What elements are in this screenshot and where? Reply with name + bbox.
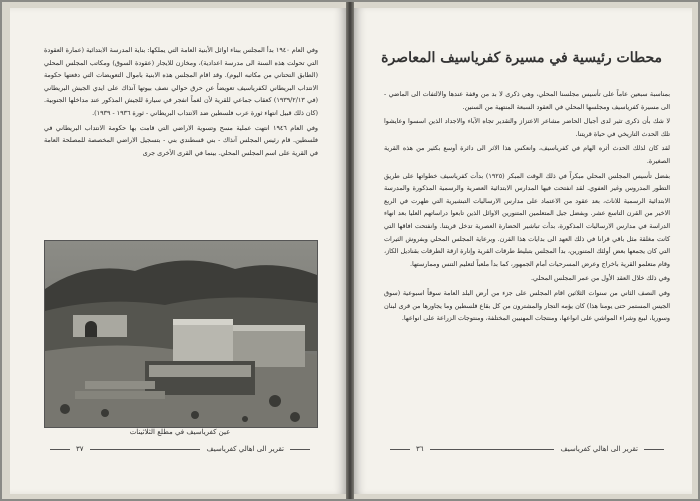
photo-caption: عين كفرياسيف في مطلع الثلاثينات <box>129 428 231 436</box>
book-gutter <box>346 2 354 499</box>
paragraph: وفي ذلك خلال العقد الأول من عمر المجلس المحلي. <box>531 274 670 283</box>
paragraph: وفي العام ١٩٤٠ بدأ المجلس ببناء اوائل الأبنية العامة التي يملكها: بناية المدرسة الابتدائية (عمارة العقودة التي تحولت هذه السنة الى مدرسة اعدادية)، ومخازن للايجار (عقودة السوق) ومكاتب المجلس المحلي (الطابق التحتاني من مكاتبه اليوم). وقد اقام المجلس هذه الابنية باموال التعويضات التي دفعتها حكومة الانتداب البريطاني لكفرياسيف تعويضاً عن حرق حوالي نصف بيوتها آنذاك على ايدي الجيش البريطاني (في ١٩٣٩/٢/١٣) كعقاب جماعي للقرية لأن لغماً انفجر في سيارة للجيش المذكور عند مداخلها الجنوبية. (كان ذلك قبيل انتهاء ثورة عرب فلسطين ضد الانتداب البريطاني - ثورة ١٩٣٦ - ١٩٣٩). <box>44 46 319 117</box>
paragraph: بمناسبة سبعين عاماً على تأسيس مجلسنا المحلي، وهي ذكرى لا بد من وقفة عندها والالتفات الى الماضي - الى مسيرة كفرياسيف ومجلسها المحلي في العقود السبعة المنتهية من السنين. <box>384 90 670 111</box>
paragraph: بفضل تأسيس المجلس المحلي مبكراً في ذلك الوقت المبكر (١٩٢٥) بدأت كفرياسيف خطواتها على طريق التطور المدروس وغير العفوي. لقد انفتحت فيها المدارس الابتدائية العصرية والرسمية المذكورة والمدرسة الابتدائية الرسمية للاناث، بعد عقود من الاعتماد على مدارس الارساليات التبشيرية التي ظهرت في الربع الاخير من القرن التاسع عشر. وبفضل جيل المتعلمين المتنورين الاوائل الذين تابعوا دراساتهم العليا بعد انهاء الدراسة في مدارس الارساليات المذكورة، بدأت تباشير الحضارة العصرية تدخل قريتنا. وانفتحت افاقها التي كانت مغلقة مثل باقي قرانا في ذلك العهد الى بدايات هذا القرن. وبرعاية المجلس المحلي وبفروش الثيرات التي كان يجمعها بعض أولئك المتنورين، بدأ المجلس بتبليط طرقات القرية وإنارة ازقة الطرقات بقناديل الكاز، وقام متعلمو القرية باخراج وعرض المسرحيات أمام الجمهور، كما بدأ ملعباً لتعليم التنس وممارستها. <box>384 171 670 268</box>
right-page-footer <box>384 444 670 454</box>
left-page-body <box>44 44 318 161</box>
paragraph: لا شك بأن ذكرى تثير لدى أجيال الحاضر مشاعر الاعتزاز والتقدير تجاه الآباء والاجداد الذين اسسوا وعايشوا تلك الحدث التاريخي في حياة قريتنا. <box>384 117 670 138</box>
footer-rule <box>290 449 310 450</box>
footer-rule <box>390 449 410 450</box>
historical-photo <box>44 240 318 428</box>
footer-rule <box>50 449 70 450</box>
footer-rule <box>430 449 555 450</box>
running-title: تقرير الى اهالي كفرياسيف <box>206 445 284 453</box>
right-page <box>354 8 692 494</box>
footer-rule <box>90 449 201 450</box>
page-number: ٣٧ <box>76 445 84 453</box>
book-spread <box>2 2 698 499</box>
left-page <box>10 8 346 494</box>
running-title: تقرير الى اهالي كفرياسيف <box>560 445 638 453</box>
spring-photo-image <box>45 241 317 427</box>
paragraph: وفي العام ١٩٤٦ انتهت عملية مسح وتسوية الاراضي التي قامت بها حكومة الانتداب البريطاني في فلسطين. قام رئيس المجلس آنذاك - بني قسطندي بني - بتسجيل الاراضي المخصصة للمصلحة العامة في القرية على اسم المجلس المحلي. بينما في القرى الأخرى جرى <box>44 123 318 157</box>
chapter-title: محطات رئيسية في مسيرة كفرياسيف المعاصرة <box>381 50 662 66</box>
right-page-body <box>384 88 670 327</box>
footer-rule <box>644 449 664 450</box>
page-number: ٣٦ <box>416 445 424 453</box>
paragraph: لقد كان لذلك الحدث أثره الهام في كفرياسيف، وانعكس هذا الاثر الى دائرة أوسع بكثير من هذه القرية الصغيرة. <box>384 144 670 165</box>
paragraph: وفي النصف الثاني من سنوات الثلاثين اقام المجلس على جزء من أرض البلد العامة سوقاً اسبوعية (سوق الجيس المستمر حتى يومنا هذا) كان يؤمه التجار والمشترون من كل بقاع فلسطين وما يجاورها من قرى لبنان وسوريا، لبيع وشراء المواشي على انواعها، ومنتجات المهنيين المختلفة، ومنتوجات الزراعة على انواعها. <box>384 288 670 323</box>
left-page-footer <box>44 444 316 454</box>
